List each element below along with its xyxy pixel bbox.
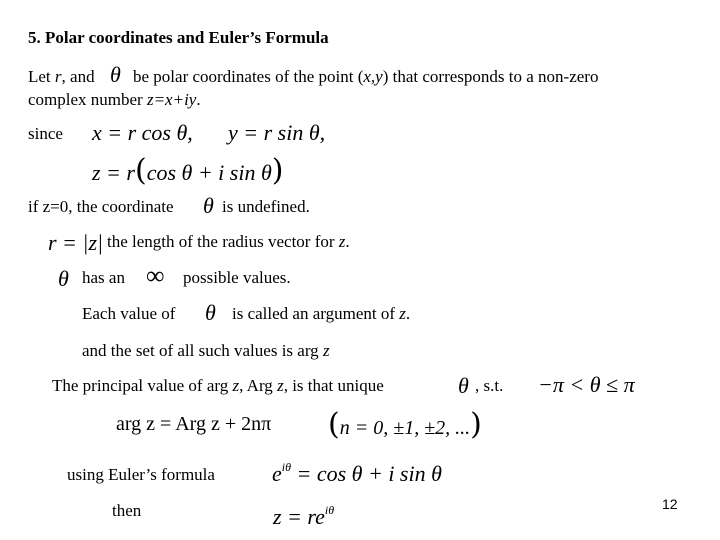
var-z: z	[232, 376, 240, 395]
euler-rhs: = cos θ + i sin θ	[291, 461, 442, 486]
intro-text: complex number	[28, 90, 147, 109]
principal-text	[52, 377, 384, 394]
var-z: z=x+iy	[146, 90, 197, 109]
eq-modulus: r = |z|	[48, 230, 104, 255]
slide-title: 5. Polar coordinates and Euler’s Formula	[28, 28, 329, 47]
paren-open: (	[328, 407, 340, 442]
var-z: z	[338, 232, 346, 251]
var-z: z	[399, 304, 406, 323]
radius-text-1: the length of the radius vector for	[107, 232, 339, 251]
euler-exponent: iθ	[281, 460, 291, 474]
principal-text-3: , is that unique	[283, 376, 384, 395]
principal-text-2: , Arg	[239, 376, 278, 395]
eq-y-polar: y = r sin θ,	[228, 120, 326, 145]
intro-text: ) that corresponds to a non-zero	[382, 67, 599, 86]
then-label: then	[112, 501, 142, 520]
argument-text-1: is called an argument of	[232, 304, 400, 323]
principal-text-1: The principal value of arg	[52, 376, 233, 395]
arg-equation: arg z = Arg z + 2nπ	[116, 413, 272, 435]
theta-symbol: θ	[110, 62, 121, 87]
var-z: z	[322, 341, 330, 360]
paren-close: )	[271, 153, 284, 188]
theta-symbol: θ	[203, 193, 214, 218]
intro-text: be polar coordinates of the point (	[133, 67, 364, 86]
intro-text: Let	[28, 67, 55, 86]
argument-text-2: .	[405, 304, 411, 323]
theta-symbol: θ	[58, 266, 69, 291]
var-z: z	[277, 376, 284, 395]
if-zero-text: if z=0, the coordinate	[28, 197, 174, 216]
infinity-symbol: ∞	[146, 261, 165, 290]
theta-symbol: θ	[205, 300, 216, 325]
eq-z-body: cos θ + i sin θ	[146, 160, 272, 185]
set-text-1: and the set of all such values is arg	[82, 341, 323, 360]
arg-condition	[328, 407, 482, 442]
arg-condition-text: n = 0, ±1, ±2, ...	[339, 417, 471, 439]
euler-formula	[272, 461, 442, 485]
euler-label: using Euler’s formula	[67, 465, 215, 484]
each-value-text: Each value of	[82, 304, 176, 323]
exponential-form	[273, 504, 334, 528]
var-r: r	[54, 67, 62, 86]
eq-z-polar	[92, 153, 284, 188]
intro-text: , and	[61, 67, 95, 86]
since-label: since	[28, 124, 63, 143]
euler-e: e	[272, 461, 282, 486]
radius-text-2: .	[345, 232, 350, 251]
theta-symbol: θ	[458, 373, 469, 398]
if-zero-text-2: is undefined.	[222, 197, 310, 216]
eq-z-lhs: z = r	[92, 160, 135, 185]
intro-line-1	[28, 68, 95, 85]
var-xy: x,y	[363, 67, 383, 86]
set-text	[82, 342, 330, 359]
intro-line-1b	[133, 68, 598, 85]
intro-line-2	[28, 91, 201, 108]
exp-form-exponent: iθ	[324, 503, 335, 517]
principal-inequality: −π < θ ≤ π	[538, 372, 635, 397]
exp-form-lhs: z = re	[273, 504, 325, 529]
paren-close: )	[470, 407, 482, 442]
possible-values-text: possible values.	[183, 268, 291, 287]
radius-text	[107, 233, 350, 250]
paren-open: (	[134, 153, 147, 188]
such-that-text: , s.t.	[475, 376, 504, 395]
intro-text: .	[196, 90, 201, 109]
has-an-text: has an	[82, 268, 125, 287]
eq-x-polar: x = r cos θ,	[92, 120, 193, 145]
argument-text	[232, 305, 410, 322]
page-number: 12	[662, 496, 678, 512]
